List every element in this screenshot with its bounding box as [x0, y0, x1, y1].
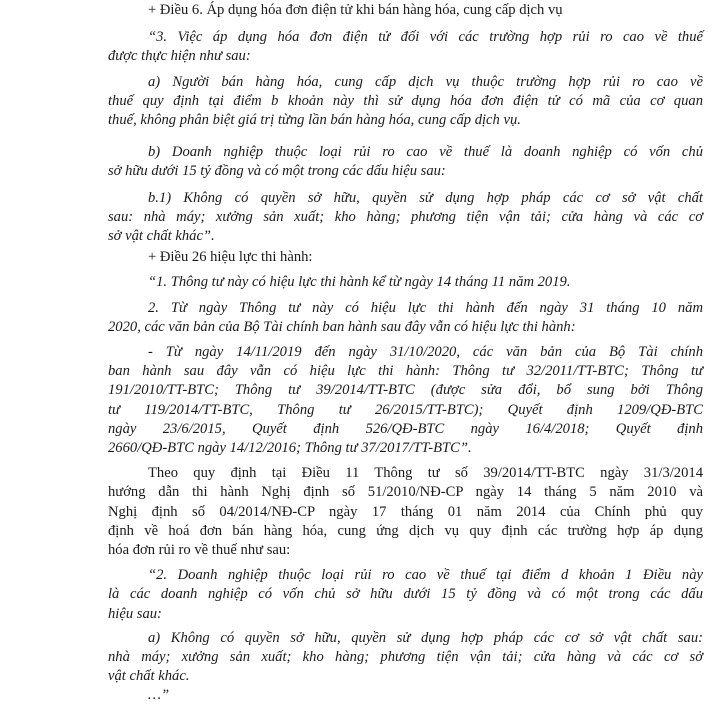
- theo-line-4: định về hoá đơn bán hàng hóa, cung ứng dịch vụ quy định các trường hợp áp dụng: [108, 522, 703, 539]
- quote-3b1-line-1: b.1) Không có quyền sở hữu, quyền sử dụng hợp pháp các cơ sở vật chất: [148, 189, 703, 206]
- quote-3b-line-1: b) Doanh nghiệp thuộc loại rủi ro cao về thuế là doanh nghiệp có vốn chủ: [148, 144, 703, 161]
- theo-line-5: hóa đơn rủi ro về thuế như sau:: [108, 542, 291, 558]
- heading-dieu-6: + Điều 6. Áp dụng hóa đơn điện tử khi bán hàng hóa, cung cấp dịch vụ: [148, 2, 563, 18]
- effect-list-line-5: ngày 23/6/2015, Quyết định 526/QĐ-BTC ngày 16/4/2018; Quyết định: [108, 420, 703, 437]
- quote-2a-line-3: vật chất khác.: [108, 668, 190, 685]
- quote-3b1-line-2: sau: nhà máy; xưởng sản xuất; kho hàng; phương tiện vận tải; cửa hàng và các cơ: [108, 208, 703, 225]
- theo-line-1: Theo quy định tại Điều 11 Thông tư số 39/2014/TT-BTC ngày 31/3/2014: [148, 465, 703, 482]
- theo-line-2: hướng dẫn thi hành Nghị định số 51/2010/NĐ-CP ngày 14 tháng 5 năm 2010 và: [108, 484, 703, 501]
- quote-2a-line-1: a) Không có quyền sở hữu, quyền sử dụng hợp pháp các cơ sở vật chất sau:: [148, 629, 703, 646]
- quote-3a-line-3: thuế, không phân biệt giá trị từng lần bán hàng hóa, cung cấp dịch vụ.: [108, 112, 521, 128]
- ellipsis: …”: [148, 687, 170, 704]
- effect-2-line-2: 2020, các văn bản của Bộ Tài chính ban hành sau đây vẫn có hiệu lực thi hành:: [108, 318, 576, 335]
- quote-3-line-2: được thực hiện như sau:: [108, 48, 251, 65]
- quote-2a-line-2: nhà máy; xưởng sản xuất; kho hàng; phương tiện vận tải; cửa hàng và các cơ sở: [108, 649, 703, 665]
- effect-list-line-2: ban hành sau đây vẫn có hiệu lực thi hành: Thông tư 32/2011/TT-BTC; Thông tư: [108, 363, 703, 380]
- effect-list-line-4: tư 119/2014/TT-BTC, Thông tư 26/2015/TT-BTC); Quyết định 1209/QĐ-BTC: [108, 401, 703, 418]
- quote-3-line-1: “3. Việc áp dụng hóa đơn điện tử đối với các trường hợp rủi ro cao về thuế: [148, 29, 703, 46]
- effect-list-line-6: 2660/QĐ-BTC ngày 14/12/2016; Thông tư 37/2017/TT-BTC”.: [108, 440, 472, 456]
- quote-2-line-1: “2. Doanh nghiệp thuộc loại rủi ro cao về thuế tại điểm d khoản 1 Điều này: [148, 567, 703, 584]
- quote-3a-line-1: a) Người bán hàng hóa, cung cấp dịch vụ thuộc trường hợp rủi ro cao về: [148, 73, 703, 90]
- quote-3a-line-2: thuế quy định tại điểm b khoản này thì sử dụng hóa đơn điện tử có mã của cơ quan: [108, 92, 703, 109]
- heading-dieu-26: + Điều 26 hiệu lực thi hành:: [148, 249, 313, 266]
- theo-line-3: Nghị định số 04/2014/NĐ-CP ngày 17 tháng 01 năm 2014 của Chính phủ quy: [108, 503, 703, 520]
- effect-1: “1. Thông tư này có hiệu lực thi hành kể từ ngày 14 tháng 11 năm 2019.: [148, 274, 571, 291]
- quote-2-line-3: hiệu sau:: [108, 605, 162, 622]
- effect-list-line-1: - Từ ngày 14/11/2019 đến ngày 31/10/2020, các văn bản của Bộ Tài chính: [148, 344, 703, 360]
- quote-3b-line-2: sở hữu dưới 15 tỷ đồng và có một trong các dấu hiệu sau:: [108, 163, 446, 180]
- quote-2-line-2: là các doanh nghiệp có vốn chủ sở hữu dưới 15 tỷ đồng và có một trong các dấu: [108, 586, 703, 603]
- effect-list-line-3: 191/2010/TT-BTC; Thông tư 39/2014/TT-BTC (được sửa đổi, bổ sung bởi Thông: [108, 382, 703, 399]
- quote-3b1-line-3: sở vật chất khác”.: [108, 228, 215, 244]
- effect-2-line-1: 2. Từ ngày Thông tư này có hiệu lực thi hành đến ngày 31 tháng 10 năm: [148, 299, 703, 316]
